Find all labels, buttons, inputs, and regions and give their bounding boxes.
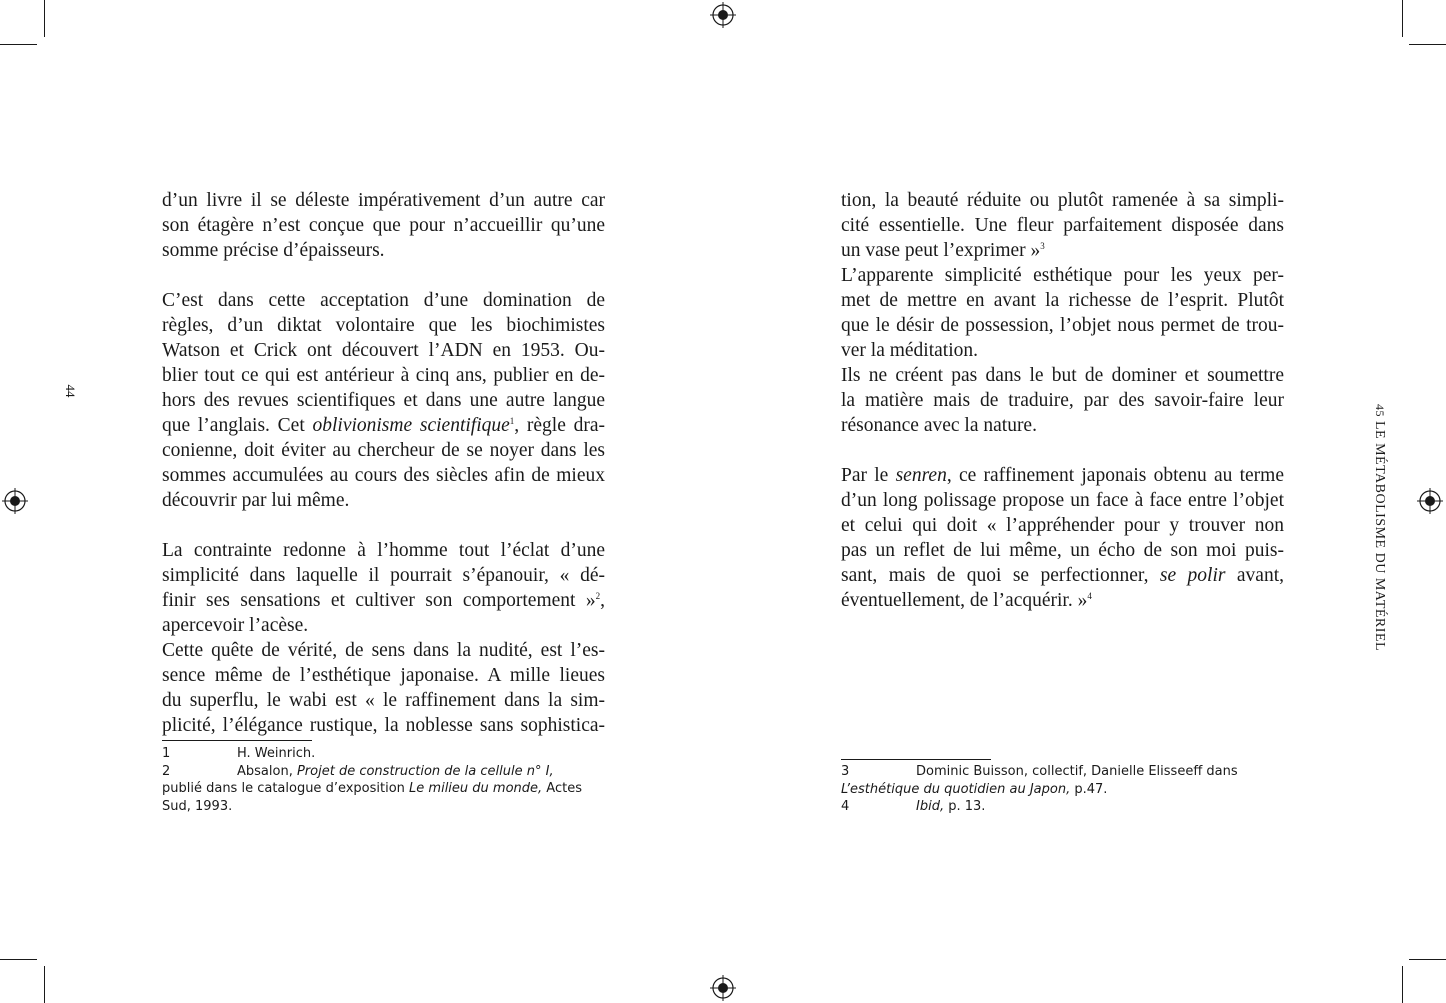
right-page-body (841, 188, 1284, 613)
paragraph-gap (162, 263, 605, 288)
left-footnotes (162, 745, 602, 815)
italic-term: se polir (1159, 565, 1226, 586)
footnote-text: Le milieu du monde, (409, 781, 543, 796)
registration-mark-icon (1417, 488, 1443, 514)
text-line: son étagère n’est conçue que pour n’accueillir qu’une (162, 215, 605, 236)
footnote-reference[interactable]: 3 (1040, 241, 1045, 251)
footnote (841, 781, 1281, 799)
text-line: cité essentielle. Une fleur parfaitement disposée dans (841, 215, 1284, 236)
footnote-text: Absalon, (237, 763, 297, 779)
crop-mark (1409, 44, 1446, 45)
footnote-rule (162, 740, 312, 741)
footnote-text: Dominic Buisson, collectif, Danielle Elisseeff dans (916, 764, 1238, 779)
footnote (162, 763, 602, 781)
text-segment: éventuellement, de l’acquérir. » (841, 590, 1088, 611)
running-head (1367, 404, 1387, 652)
text-line: La contrainte redonne à l’homme tout l’éclat d’une (162, 540, 605, 561)
footnote-rule (841, 759, 991, 760)
text-line (841, 238, 1284, 263)
text-line: sommes accumulées au cours des siècles afin de mieux (162, 465, 605, 486)
text-line: résonance avec la nature. (841, 415, 1037, 436)
footnote-text: Ibid, (916, 799, 945, 814)
text-line: la matière mais de traduire, par des savoir-faire leur (841, 390, 1284, 411)
text-line: simplicité dans laquelle il pourrait s’épanouir, « dé- (162, 565, 605, 586)
running-head-title: LE MÉTABOLISME DU MATÉRIEL (1372, 421, 1387, 652)
crop-mark (1402, 0, 1403, 37)
text-segment: un vase peut l’exprimer » (841, 240, 1041, 261)
text-line: blier tout ce qui est antérieur à cinq ans, publier en de- (162, 365, 605, 386)
text-line: sence même de l’esthétique japonaise. A mille lieues (162, 665, 605, 686)
text-line: d’un livre il se déleste impérativement d’un autre car (162, 190, 605, 211)
footnote-number: 2 (162, 763, 171, 779)
crop-mark (44, 0, 45, 37)
footnote-text: Actes (542, 781, 582, 796)
left-page-body (162, 188, 605, 738)
footnote (162, 798, 602, 816)
footnote-text: L’esthétique du quotidien au Japon, (841, 781, 1071, 797)
text-segment: sant, mais de quoi se perfectionner, (841, 565, 1160, 586)
text-line: d’un long polissage propose un face à face entre l’objet (841, 490, 1284, 511)
footnote-text: publié dans le catalogue d’exposition (162, 781, 410, 796)
text-line: du superflu, le wabi est « le raffinement dans la sim- (162, 690, 605, 711)
footnote-number: 3 (841, 764, 850, 779)
footnote-text: p.47. (1070, 781, 1108, 797)
text-line: somme précise d’épaisseurs. (162, 240, 385, 261)
text-segment: Par le (841, 465, 896, 486)
text-segment: finir ses sensations et cultiver son comportement » (162, 590, 596, 611)
text-line (162, 588, 605, 613)
text-segment: que l’anglais. Cet (162, 415, 313, 436)
registration-mark-icon (710, 975, 736, 1001)
text-line (841, 588, 1284, 613)
italic-term: oblivionisme scientifique (312, 415, 510, 436)
paragraph-gap (162, 513, 605, 538)
text-line: plicité, l’élégance rustique, la noblesse sans sophistica- (162, 715, 605, 736)
italic-term: senren (895, 465, 947, 486)
footnote (841, 798, 1281, 816)
footnote-text: H. Weinrich. (237, 746, 316, 761)
footnote-reference[interactable]: 1 (509, 416, 515, 426)
crop-mark (0, 44, 37, 45)
crop-mark (44, 966, 45, 1003)
text-line: que le désir de possession, l’objet nous permet de trou- (841, 315, 1284, 336)
text-line: ver la méditation. (841, 340, 978, 361)
text-line: pas un reflet de lui même, un écho de son moi puis- (841, 540, 1284, 561)
footnote-text: Projet de construction de la cellule n° I, (296, 763, 554, 779)
crop-mark (1402, 966, 1403, 1003)
text-line: tion, la beauté réduite ou plutôt ramenée à sa simpli- (841, 190, 1284, 211)
text-line: règles, d’un diktat volontaire que les biochimistes (162, 315, 605, 336)
footnote (162, 745, 602, 763)
footnote-number: 1 (162, 746, 171, 761)
right-footnotes (841, 763, 1281, 816)
text-line: hors des revues scientifiques et dans une autre langue (162, 390, 605, 411)
footnote-number: 4 (841, 799, 850, 814)
text-line (841, 563, 1284, 588)
text-segment: , ce raffinement japonais obtenu au terme (946, 465, 1284, 486)
page-number-right: 45 (1373, 404, 1387, 417)
text-line: apercevoir l’acèse. (162, 615, 309, 636)
text-line (841, 463, 1284, 488)
text-line: Cette quête de vérité, de sens dans la nudité, est l’es- (162, 640, 605, 661)
registration-mark-icon (2, 488, 28, 514)
footnote (162, 780, 602, 798)
text-line: et celui qui doit « l’appréhender pour y trouver non (841, 515, 1284, 536)
text-line: découvrir par lui même. (162, 490, 350, 511)
text-line (162, 413, 605, 438)
footnote-reference[interactable]: 4 (1087, 591, 1092, 601)
footnote-text: p. 13. (944, 799, 986, 814)
footnote (841, 763, 1281, 781)
paragraph-gap (841, 438, 1284, 463)
crop-mark (1409, 959, 1446, 960)
text-line: L’apparente simplicité esthétique pour les yeux per- (841, 265, 1284, 286)
text-segment: avant, (1225, 565, 1284, 586)
crop-mark (0, 959, 37, 960)
text-segment: , règle dra- (514, 415, 605, 436)
registration-mark-icon (710, 2, 736, 28)
text-line: C’est dans cette acceptation d’une domination de (162, 290, 605, 311)
footnote-reference[interactable]: 2 (595, 591, 601, 601)
page-number-left: 44 (63, 384, 78, 398)
text-line: met de mettre en avant la richesse de l’esprit. Plutôt (841, 290, 1284, 311)
footnote-text: Sud, 1993. (162, 798, 233, 814)
text-line: conienne, doit éviter au chercheur de se noyer dans les (162, 440, 605, 461)
text-line: Ils ne créent pas dans le but de dominer et soumettre (841, 365, 1284, 386)
text-line: Watson et Crick ont découvert l’ADN en 1953. Ou- (162, 340, 605, 361)
text-segment: , (600, 590, 605, 611)
